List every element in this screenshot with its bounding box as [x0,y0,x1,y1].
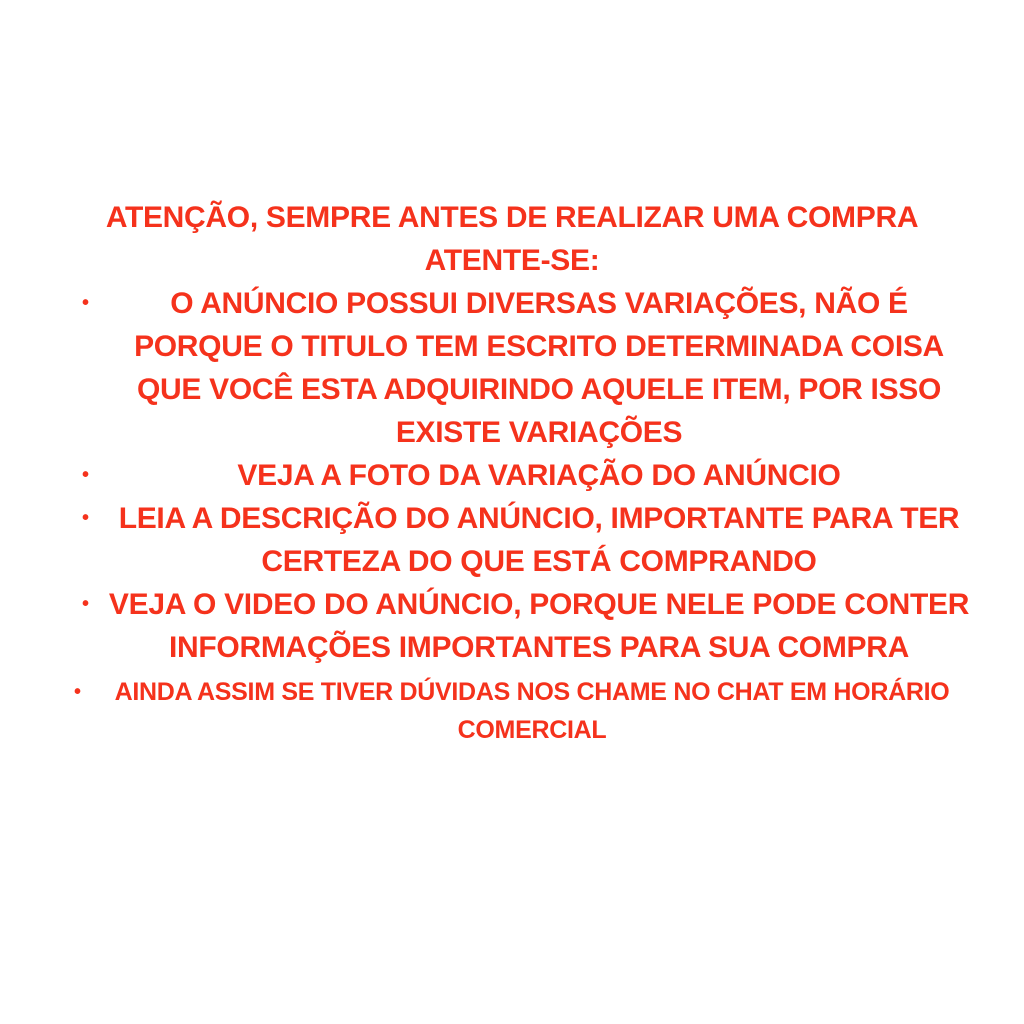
notice-item-text: O ANÚNCIO POSSUI DIVERSAS VARIAÇÕES, NÃO É PORQUE O TITULO TEM ESCRITO DETERMINADA COISA QUE VOCÊ ESTA ADQUIRINDO AQUELE ITEM, POR ISSO EXISTE VARIAÇÕES [134,287,944,449]
notice-item-text: LEIA A DESCRIÇÃO DO ANÚNCIO, IMPORTANTE PARA TER CERTEZA DO QUE ESTÁ COMPRANDO [118,502,960,578]
notice-heading: ATENÇÃO, SEMPRE ANTES DE REALIZAR UMA COMPRA ATENTE-SE: [105,201,919,277]
purchase-notice [0,196,1024,749]
bullet-icon: • [82,292,89,314]
notice-item-video [0,583,1024,669]
bullet-icon: • [82,593,89,615]
notice-item-description [0,497,1024,583]
bullet-icon: • [82,464,89,486]
notice-list [0,282,1024,749]
notice-item-chat [0,673,1024,749]
notice-item-variations [0,282,1024,454]
notice-item-photo [0,454,1024,497]
bullet-icon: • [82,507,89,529]
notice-item-text: AINDA ASSIM SE TIVER DÚVIDAS NOS CHAME NO CHAT EM HORÁRIO COMERCIAL [114,678,950,744]
bullet-icon: • [74,681,81,703]
notice-item-text: VEJA A FOTO DA VARIAÇÃO DO ANÚNCIO [237,459,841,492]
notice-item-text: VEJA O VIDEO DO ANÚNCIO, PORQUE NELE PODE CONTER INFORMAÇÕES IMPORTANTES PARA SUA COMPRA [108,588,970,664]
